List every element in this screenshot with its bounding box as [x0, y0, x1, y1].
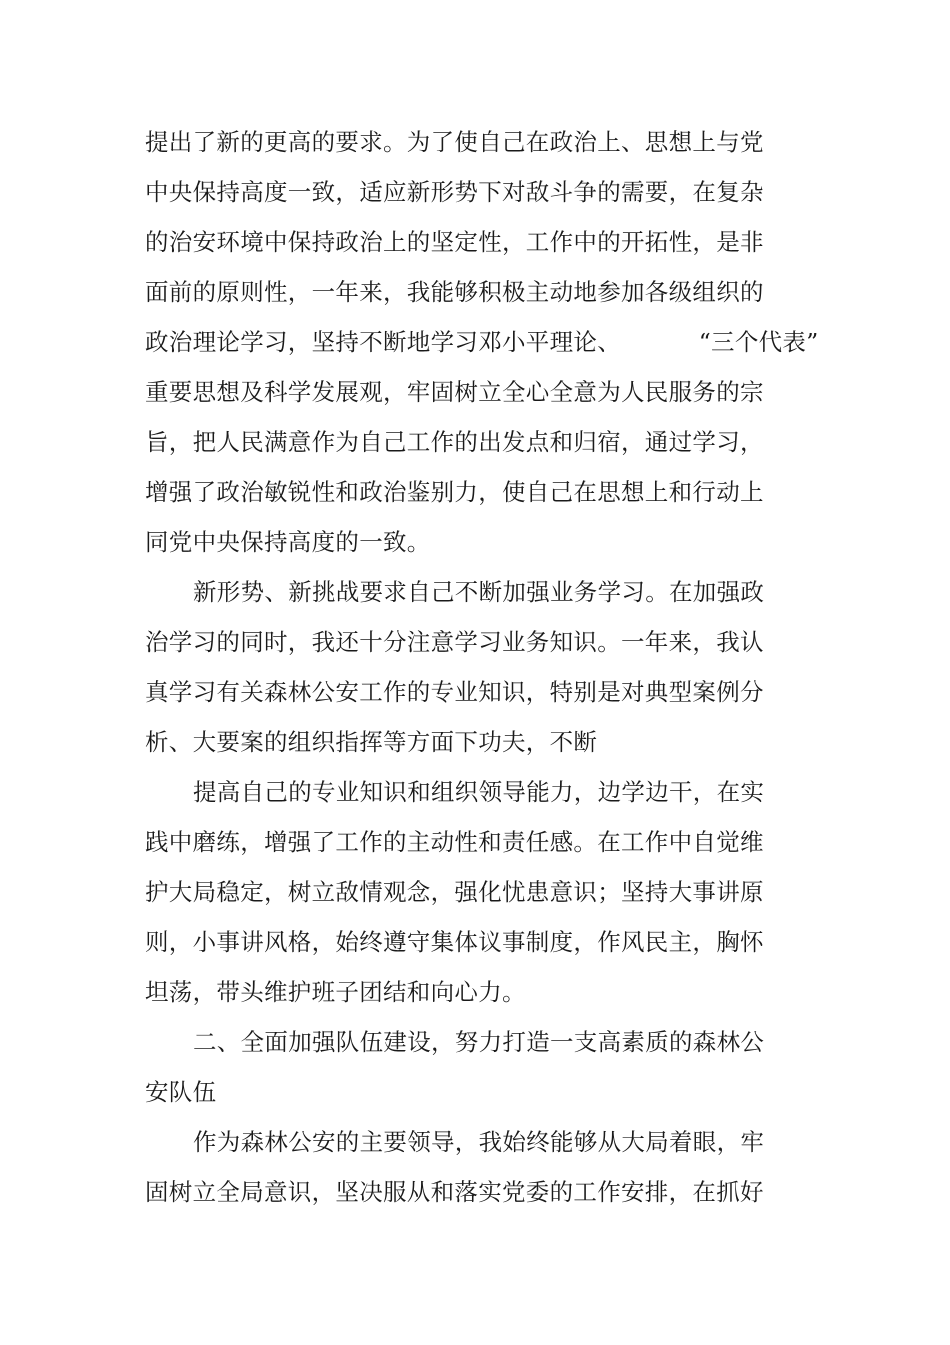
section-heading: 二、全面加强队伍建设，努力打造一支高素质的森林公	[193, 1028, 765, 1056]
paragraph-first-line: 作为森林公安的主要领导，我始终能够从大局着眼，牢	[193, 1128, 765, 1156]
text-line: 旨，把人民满意作为自己工作的出发点和归宿，通过学习，	[145, 428, 764, 456]
text-line: 护大局稳定，树立敌情观念，强化忧患意识；坚持大事讲原	[145, 878, 764, 906]
text-line: 同党中央保持高度的一致。	[145, 528, 431, 556]
text-line: 坦荡，带头维护班子团结和向心力。	[145, 978, 526, 1006]
text-line: 中央保持高度一致，适应新形势下对敌斗争的需要，在复杂	[145, 178, 764, 206]
text-line: 真学习有关森林公安工作的专业知识，特别是对典型案例分	[145, 678, 764, 706]
text-line: 治学习的同时，我还十分注意学习业务知识。一年来，我认	[145, 628, 764, 656]
text-line: 提出了新的更高的要求。为了使自己在政治上、思想上与党	[145, 128, 764, 156]
text-line: 析、大要案的组织指挥等方面下功夫，不断	[145, 728, 598, 756]
text-line: 固树立全局意识，坚决服从和落实党委的工作安排，在抓好	[145, 1178, 764, 1206]
text-line: 增强了政治敏锐性和政治鉴别力，使自己在思想上和行动上	[145, 478, 764, 506]
paragraph-first-line: 新形势、新挑战要求自己不断加强业务学习。在加强政	[193, 578, 765, 606]
text-line: 面前的原则性，一年来，我能够积极主动地参加各级组织的	[145, 278, 764, 306]
section-heading-continued: 安队伍	[145, 1078, 217, 1106]
text-line: 则，小事讲风格，始终遵守集体议事制度，作风民主，胸怀	[145, 928, 764, 956]
text-line: 政治理论学习，坚持不断地学习邓小平理论、 “三个代表”	[145, 328, 819, 356]
paragraph-first-line: 提高自己的专业知识和组织领导能力，边学边干，在实	[193, 778, 765, 806]
text-line: 践中磨练，增强了工作的主动性和责任感。在工作中自觉维	[145, 828, 764, 856]
text-line: 重要思想及科学发展观，牢固树立全心全意为人民服务的宗	[145, 378, 764, 406]
text-line: 的治安环境中保持政治上的坚定性，工作中的开拓性，是非	[145, 228, 764, 256]
